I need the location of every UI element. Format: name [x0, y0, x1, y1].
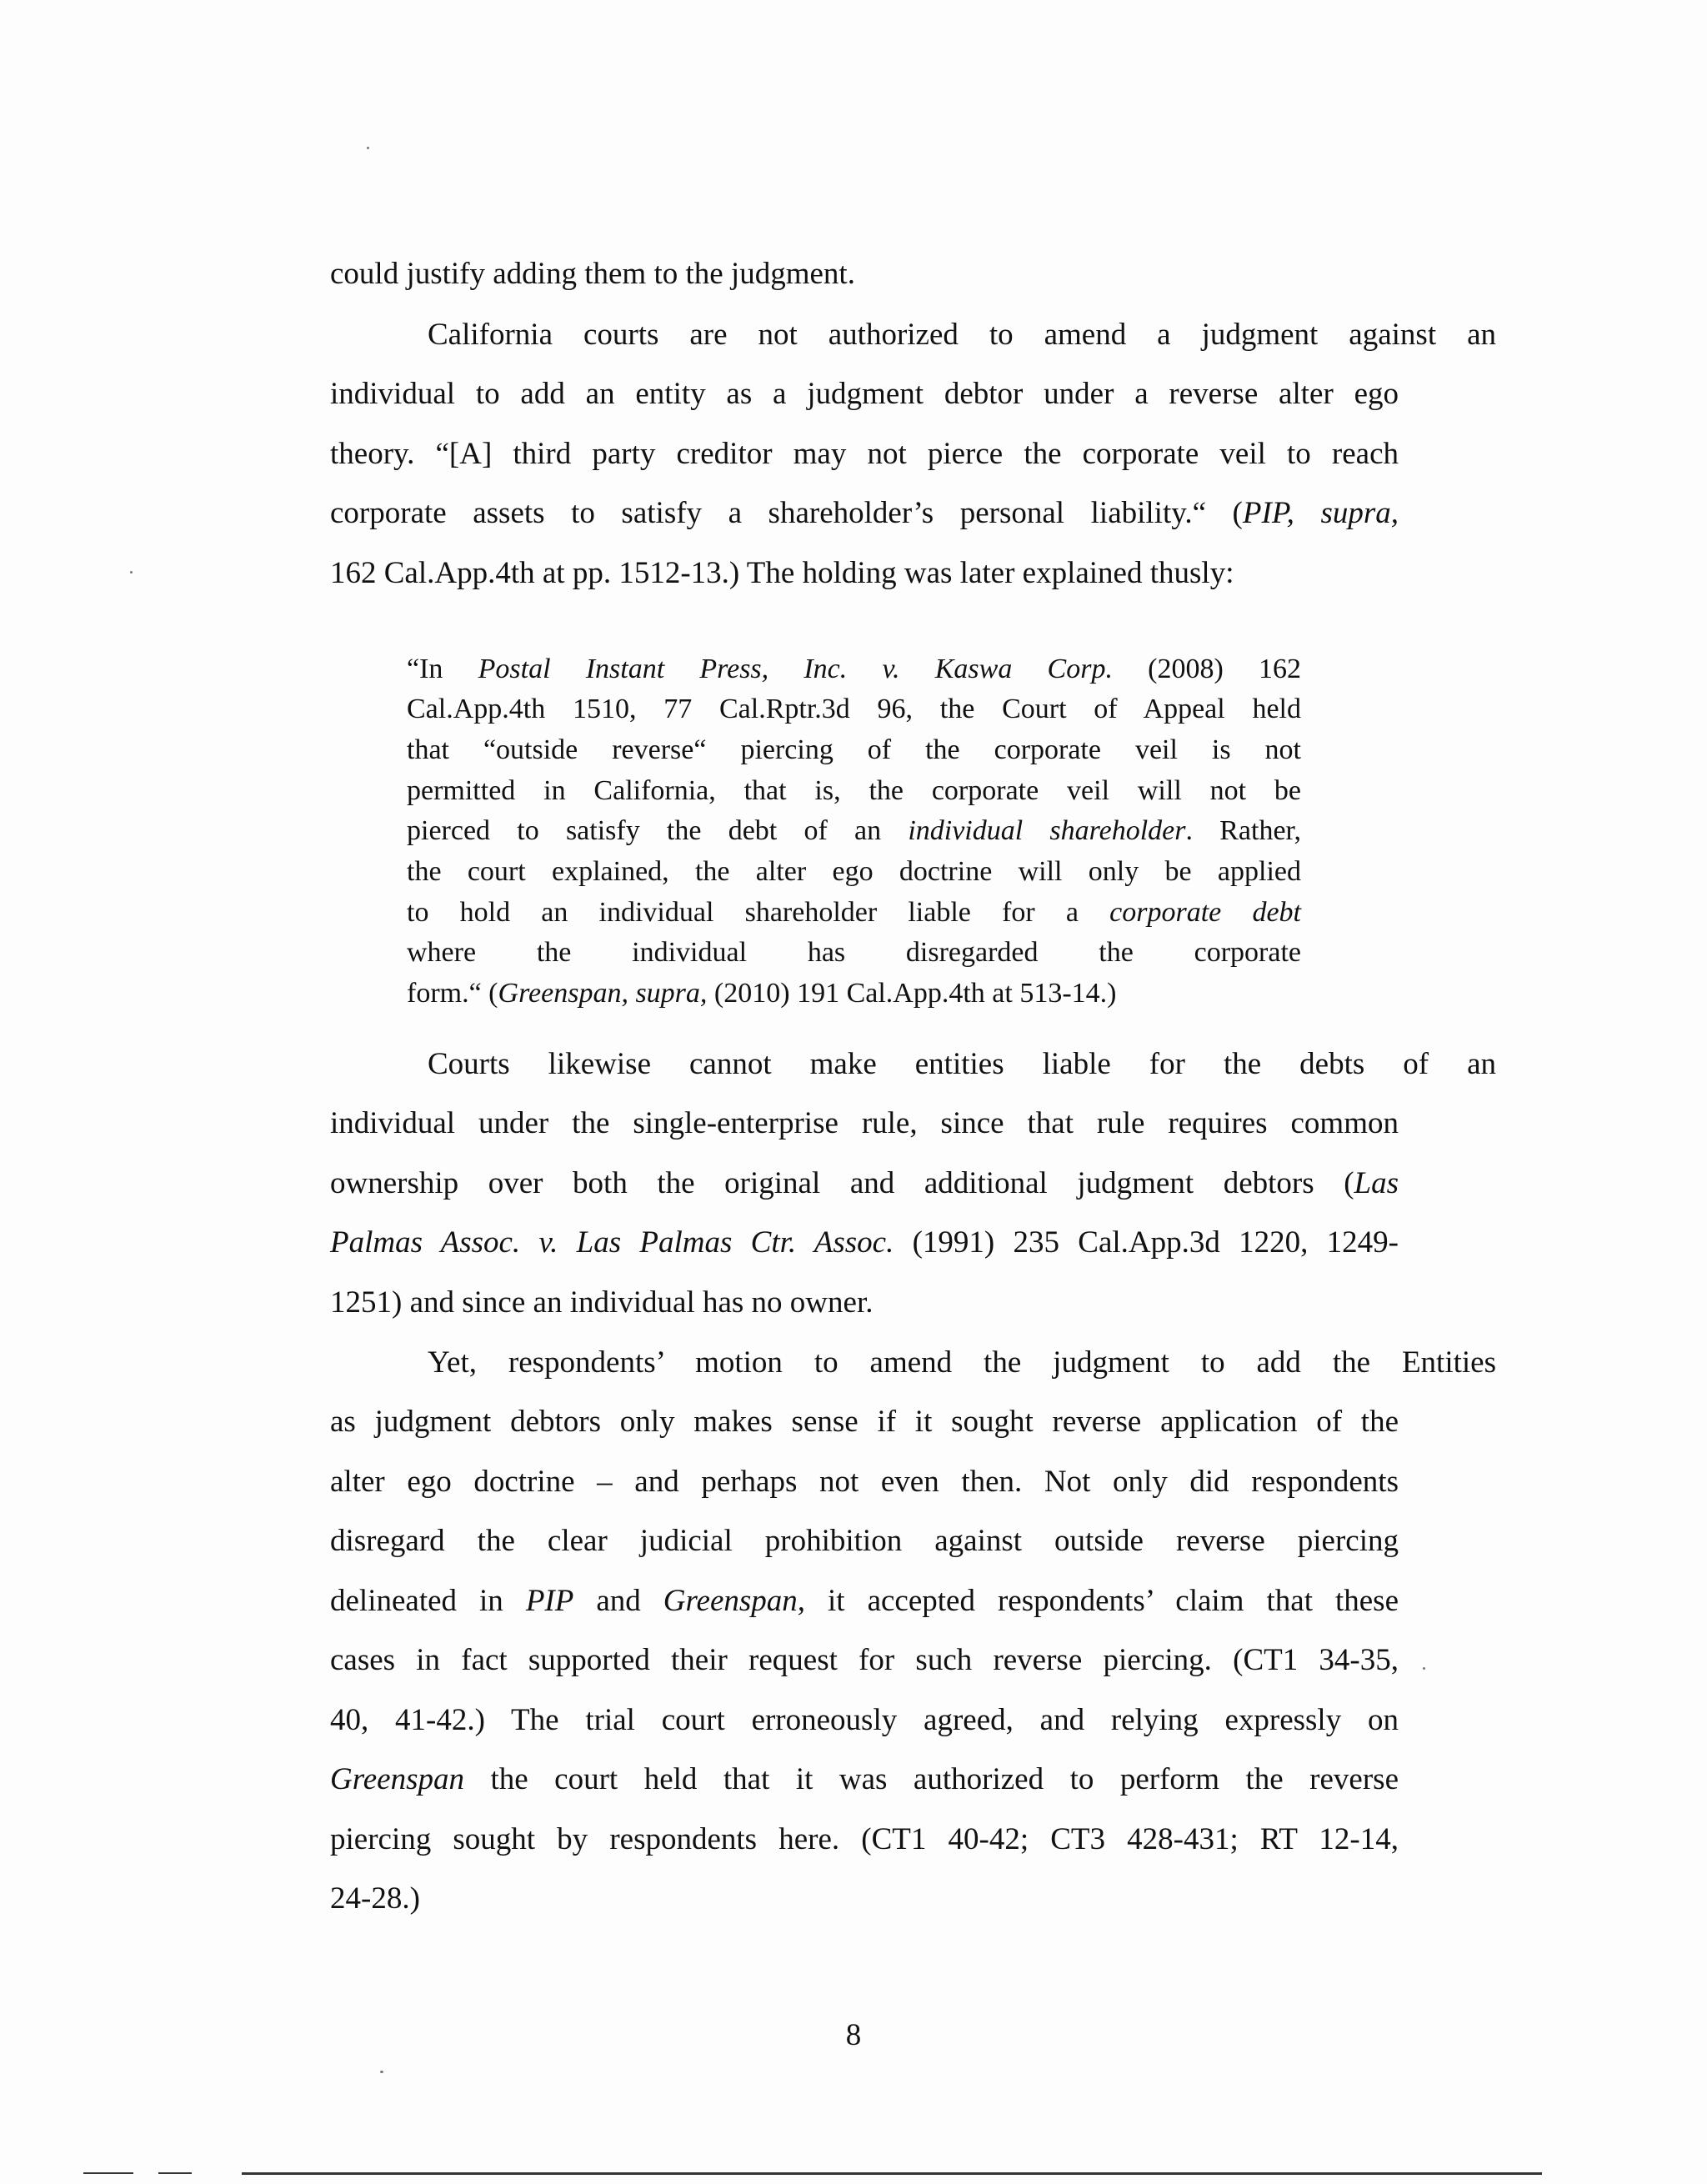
italic-citation: individual shareholder	[908, 815, 1186, 846]
body-line	[428, 319, 1496, 350]
text-run: “In	[407, 654, 478, 684]
italic-citation: Las	[1354, 1166, 1399, 1200]
text-run: (2008) 162	[1112, 654, 1302, 684]
text-run: where the individual has disregarded the corporate	[407, 937, 1301, 968]
block-quote-line	[407, 777, 1301, 805]
scan-speck	[130, 571, 133, 574]
text-run: piercing sought by respondents here. (CT1 40-42; CT3 428-431; RT 12-14,	[330, 1822, 1399, 1856]
footer-rule-fragment	[158, 2172, 192, 2174]
text-run: Cal.App.4th 1510, 77 Cal.Rptr.3d 96, the Court of Appeal held	[407, 694, 1301, 724]
body-line	[330, 1824, 1399, 1855]
body-line	[330, 1764, 1399, 1795]
text-run: to hold an individual shareholder liable for a	[407, 897, 1110, 928]
text-run: California courts are not authorized to amend a judgment against an	[428, 318, 1496, 352]
italic-citation: Greenspan	[330, 1762, 464, 1796]
body-line	[330, 498, 1399, 528]
text-run: that “outside reverse“ piercing of the corporate veil is not	[407, 734, 1301, 765]
scan-speck	[367, 147, 369, 149]
text-run: corporate assets to satisfy a shareholder’s personal liability.“ (	[330, 496, 1243, 530]
body-line	[330, 378, 1399, 409]
block-quote-line	[407, 655, 1301, 684]
text-run: ownership over both the original and additional judgment debtors (	[330, 1166, 1354, 1200]
block-quote-line	[407, 817, 1301, 845]
text-run: alter ego doctrine – and perhaps not even then. Not only did respondents	[330, 1465, 1399, 1499]
text-run: Yet, respondents’ motion to amend the judgment to add the Entities	[428, 1345, 1496, 1380]
footer-rule-fragment	[83, 2172, 133, 2174]
text-run: cases in fact supported their request for such reverse piercing. (CT1 34-35,	[330, 1643, 1399, 1677]
body-line	[330, 1705, 1399, 1736]
body-line	[330, 438, 1399, 469]
body-line	[330, 1227, 1399, 1258]
text-run: theory. “[A] third party creditor may not pierce the corporate veil to reach	[330, 437, 1399, 471]
italic-citation: PIP, supra,	[1242, 496, 1399, 530]
italic-citation: PIP	[525, 1584, 574, 1618]
text-run: as judgment debtors only makes sense if it sought reverse application of the	[330, 1405, 1399, 1439]
text-run: the court explained, the alter ego doctrine will only be applied	[407, 856, 1301, 887]
text-run: the court held that it was authorized to perform the reverse	[464, 1762, 1399, 1796]
text-run: it accepted respondents’ claim that these	[805, 1584, 1399, 1618]
text-run: Courts likewise cannot make entities liable for the debts of an	[428, 1047, 1496, 1081]
block-quote-line	[407, 899, 1301, 927]
italic-citation: Postal Instant Press, Inc. v. Kaswa Corp.	[478, 654, 1113, 684]
text-run: . Rather,	[1185, 815, 1301, 846]
body-line	[330, 1406, 1399, 1437]
text-run: permitted in California, that is, the corporate veil will not be	[407, 775, 1301, 806]
block-quote-line	[407, 695, 1301, 724]
italic-citation: corporate debt	[1109, 897, 1301, 928]
text-run: delineated in	[330, 1584, 526, 1618]
text-run: 1251) and since an individual has no owner.	[330, 1285, 874, 1320]
footer-rule	[242, 2172, 1542, 2175]
scan-speck	[1423, 1667, 1425, 1670]
text-run: could justify adding them to the judgment.	[330, 257, 855, 291]
block-quote-line	[407, 858, 1301, 886]
body-line	[428, 1049, 1496, 1079]
text-run: disregard the clear judicial prohibition against outside reverse piercing	[330, 1524, 1399, 1558]
body-line	[330, 1645, 1399, 1676]
text-run: 162 Cal.App.4th at pp. 1512-13.) The holding was later explained thusly:	[330, 556, 1234, 590]
text-run: 40, 41-42.) The trial court erroneously agreed, and relying expressly on	[330, 1703, 1399, 1737]
body-line	[330, 1466, 1399, 1497]
text-run: individual to add an entity as a judgment debtor under a reverse alter ego	[330, 377, 1399, 411]
italic-citation: Palmas Assoc. v. Las Palmas Ctr. Assoc.	[330, 1225, 894, 1260]
text-run: (1991) 235 Cal.App.3d 1220, 1249-	[894, 1225, 1399, 1260]
italic-citation: Greenspan,	[663, 1584, 806, 1618]
text-run: individual under the single-enterprise rule, since that rule requires common	[330, 1106, 1399, 1140]
body-line	[330, 1287, 873, 1318]
body-line	[428, 1347, 1496, 1378]
block-quote-line	[407, 736, 1301, 764]
block-quote-line	[407, 979, 1116, 1008]
body-line	[330, 1525, 1399, 1556]
page-number: 8	[845, 2018, 862, 2052]
body-line	[330, 258, 855, 289]
body-line	[330, 558, 1234, 589]
block-quote-line	[407, 939, 1301, 967]
text-run: 24-28.)	[330, 1881, 420, 1916]
body-line	[330, 1883, 420, 1914]
scan-speck	[380, 2071, 383, 2073]
italic-citation: Greenspan, supra,	[498, 978, 708, 1009]
text-run: form.“ (	[407, 978, 498, 1009]
body-line	[330, 1585, 1399, 1616]
text-run: (2010) 191 Cal.App.4th at 513-14.)	[707, 978, 1117, 1009]
body-line	[330, 1108, 1399, 1139]
body-line	[330, 1168, 1399, 1199]
text-run: pierced to satisfy the debt of an	[407, 815, 909, 846]
text-run: and	[573, 1584, 663, 1618]
